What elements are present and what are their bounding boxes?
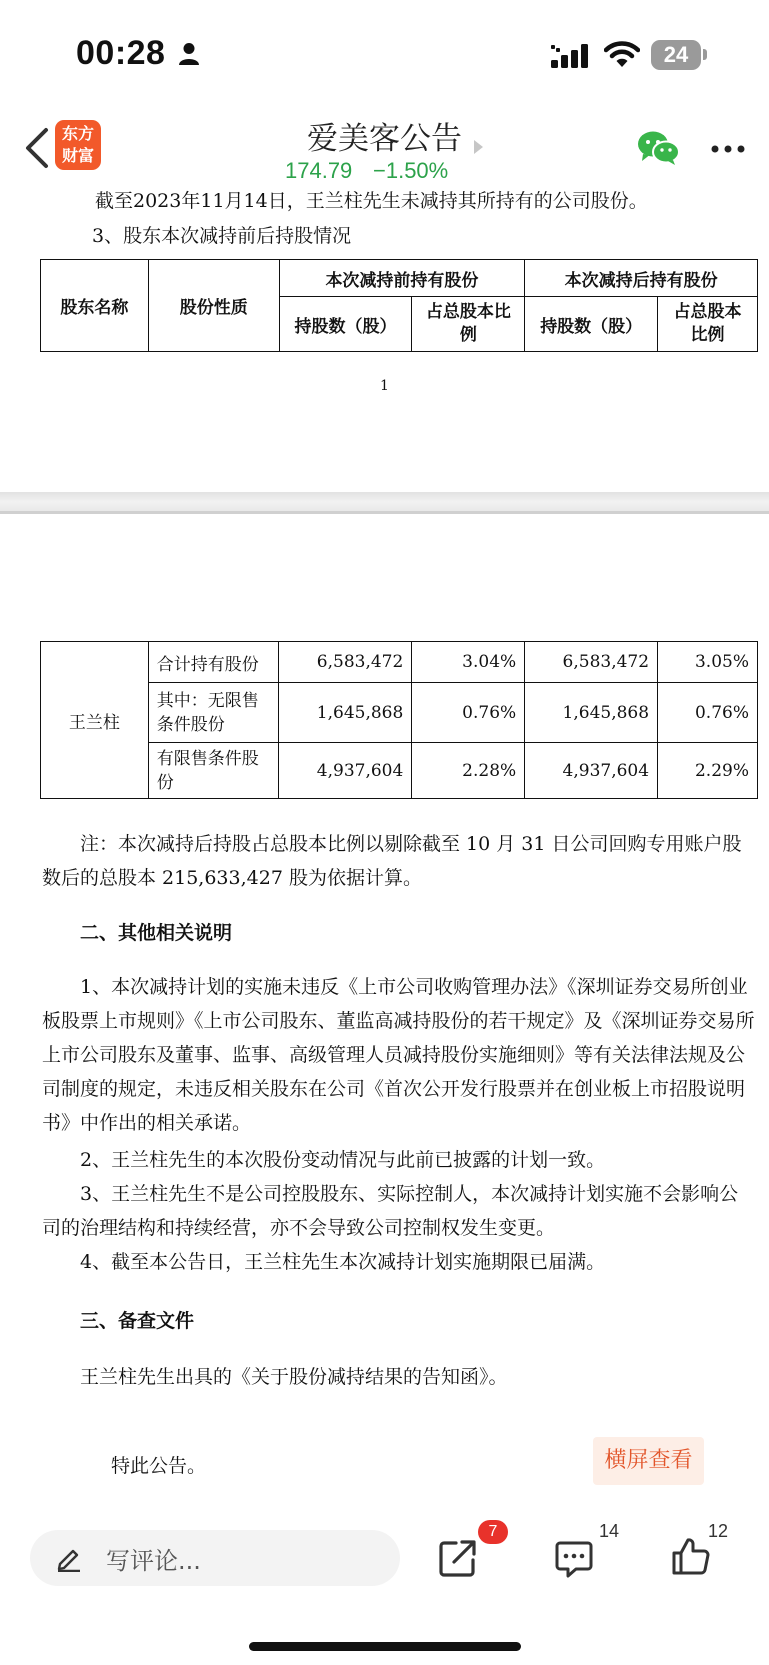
section-2-item-1: 1、本次减持计划的实施未违反《上市公司收购管理办法》《深圳证券交易所创业板股票上市规则》《上市公司股东、董监高减持股份的若干规定》及《深圳证券交易所上市公司股东及董事、监事、高级管理人员减持股份实施细则》等有关法律法规及公司制度的规定，未违反相关股东在公司《首次公开发行股票并在创业板上市招股说明书》中作出的相关承诺。 [42, 976, 755, 1134]
after-shares-cell: 4,937,604 [525, 743, 658, 799]
pencil-icon [55, 1544, 83, 1572]
stock-price[interactable]: 174.79 [285, 158, 353, 183]
table-note: 注：本次减持后持股占总股本比例以剔除截至 10 月 31 日公司回购专用账户股数后的总股本 215,633,427 股为依据计算。 [42, 833, 742, 889]
share-type-cell: 合计持有股份 [148, 642, 279, 683]
comment-input[interactable] [30, 1530, 400, 1586]
after-shares-cell: 1,645,868 [525, 683, 658, 743]
comment-count: 14 [599, 1521, 620, 1541]
page-separator-line [0, 511, 769, 514]
cellular-signal-icon [551, 44, 591, 68]
more-options-icon[interactable] [711, 145, 745, 153]
after-ratio-cell: 2.29% [658, 743, 758, 799]
chevron-right-icon[interactable] [474, 140, 483, 154]
col-after-reduction: 本次减持后持有股份 [525, 260, 758, 297]
table-row [41, 743, 758, 799]
before-ratio-cell: 3.04% [412, 642, 525, 683]
share-type-cell: 有限售条件股 份 [148, 743, 279, 799]
home-indicator[interactable] [249, 1642, 521, 1651]
share-count-badge: 7 [478, 1520, 508, 1544]
status-time: 00:28 [76, 34, 166, 72]
person-icon [178, 42, 200, 66]
section-2-item-2: 2、王兰柱先生的本次股份变动情况与此前已披露的计划一致。 [80, 1149, 606, 1171]
shareholder-name-cell: 王兰柱 [41, 642, 149, 799]
before-shares-cell: 4,937,604 [279, 743, 412, 799]
thumbs-up-icon[interactable] [671, 1536, 711, 1576]
section-2-item-3: 3、王兰柱先生不是公司控股股东、实际控制人，本次减持计划实施不会影响公司的治理结构和持续经营，亦不会导致公司控制权发生变更。 [42, 1183, 739, 1239]
col-share-type: 股份性质 [148, 260, 279, 352]
section-2-title: 二、其他相关说明 [80, 922, 233, 944]
section-3-text: 王兰柱先生出具的《关于股份减持结果的告知函》。 [80, 1366, 508, 1388]
after-ratio-cell: 3.05% [658, 642, 758, 683]
col-shareholder-name: 股东名称 [41, 260, 149, 352]
after-shares-cell: 6,583,472 [525, 642, 658, 683]
before-shares-cell: 1,645,868 [279, 683, 412, 743]
col-shares-before: 持股数（股） [279, 297, 412, 352]
landscape-view-button[interactable]: 横屏查看 [593, 1437, 704, 1485]
page-separator [0, 492, 769, 512]
before-ratio-cell: 0.76% [412, 683, 525, 743]
table-row [41, 642, 758, 683]
eastmoney-logo: 东方 财富 [55, 120, 101, 170]
col-before-reduction: 本次减持前持有股份 [279, 260, 525, 297]
wifi-icon [604, 40, 640, 68]
holdings-table-header [40, 259, 758, 352]
truncated-line: 截至2023年11月14日，王兰柱先生未减持其所持有的公司股份。 [95, 190, 648, 212]
section-heading-3: 3、股东本次减持前后持股情况 [92, 225, 352, 247]
battery-indicator: 24 [651, 40, 701, 70]
stock-change[interactable]: −1.50% [373, 158, 449, 183]
col-shares-after: 持股数（股） [525, 297, 658, 352]
share-icon[interactable] [438, 1538, 478, 1578]
holdings-table-body [40, 641, 758, 799]
before-shares-cell: 6,583,472 [279, 642, 412, 683]
before-ratio-cell: 2.28% [412, 743, 525, 799]
comment-placeholder[interactable]: 写评论... [106, 1547, 201, 1575]
comment-icon[interactable] [554, 1540, 594, 1578]
wechat-share-icon[interactable] [637, 130, 681, 166]
page-title: 爱美客公告 [307, 121, 462, 157]
after-ratio-cell: 0.76% [658, 683, 758, 743]
battery-tip [703, 49, 707, 60]
table-row [41, 683, 758, 743]
closing-text: 特此公告。 [111, 1455, 207, 1477]
col-ratio-after: 占总股本 比例 [658, 297, 758, 352]
like-count: 12 [708, 1521, 729, 1541]
page-number: 1 [380, 378, 389, 394]
col-ratio-before: 占总股本比 例 [412, 297, 525, 352]
section-2-item-4: 4、截至本公告日，王兰柱先生本次减持计划实施期限已届满。 [80, 1251, 606, 1273]
share-type-cell: 其中：无限售 条件股份 [148, 683, 279, 743]
section-3-title: 三、备查文件 [80, 1310, 195, 1332]
